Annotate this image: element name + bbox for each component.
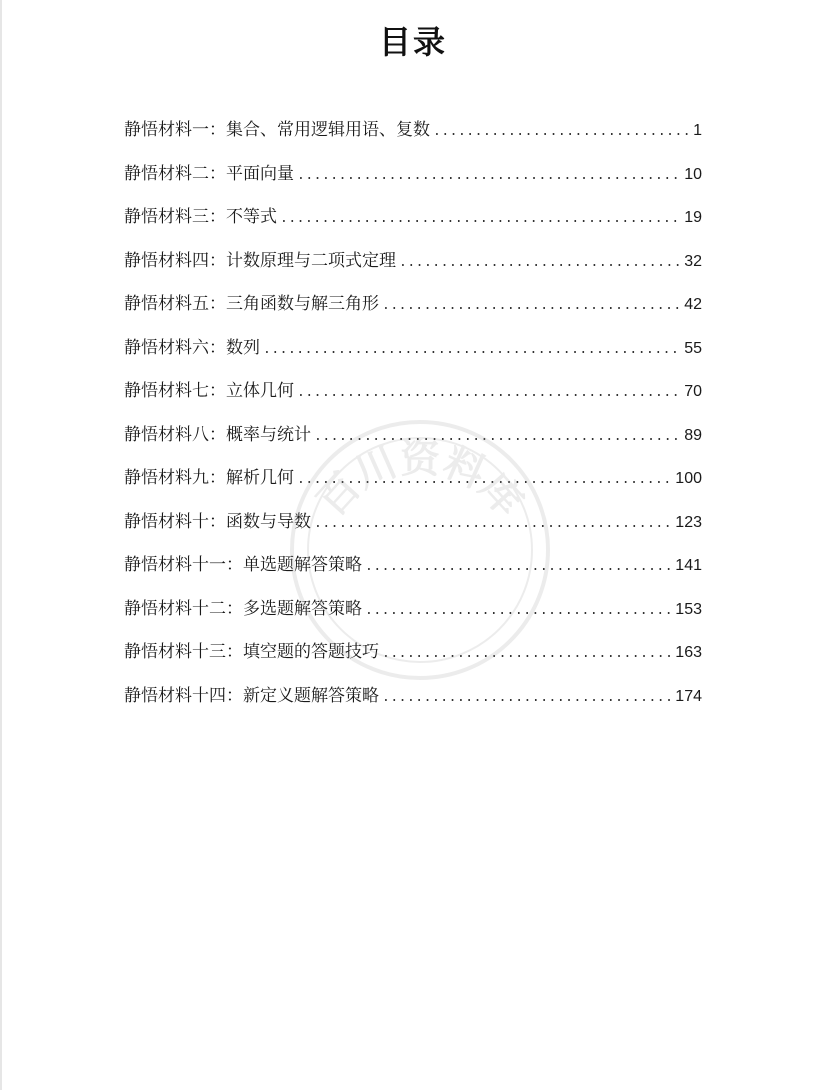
toc-dot-leader [314, 421, 681, 453]
toc-dot-leader [297, 377, 681, 409]
toc-page-number: 10 [684, 165, 702, 183]
toc-page-number: 141 [675, 557, 702, 574]
toc-entry-label: 静悟材料二：平面向量 [124, 163, 294, 184]
toc-dot-leader [263, 334, 681, 366]
toc-entry-label: 静悟材料八：概率与统计 [124, 424, 311, 445]
toc-entry-label: 静悟材料四：计数原理与二项式定理 [124, 250, 396, 271]
toc-entry-6[interactable] [124, 332, 702, 376]
toc-dot-leader [382, 682, 672, 714]
toc-page-number: 174 [675, 687, 702, 705]
toc-page-number: 163 [675, 644, 702, 661]
page-title: 目录 [378, 23, 447, 61]
toc-entry-12[interactable] [124, 593, 702, 637]
toc-entry-label: 静悟材料十四：新定义题解答策略 [124, 685, 379, 706]
toc-entry-label: 静悟材料五：三角函数与解三角形 [124, 294, 379, 314]
toc-entry-9[interactable] [124, 462, 702, 506]
toc-entry-label: 静悟材料七：立体几何 [124, 381, 294, 401]
toc-entry-label: 静悟材料九：解析几何 [124, 468, 294, 488]
toc-dot-leader [433, 116, 690, 148]
toc-page-number: 100 [675, 470, 702, 487]
toc-page-number: 55 [684, 339, 702, 357]
toc-page-number: 89 [684, 426, 702, 444]
toc-page-number: 1 [693, 122, 702, 139]
watermark-text: 百川资料库 [308, 436, 532, 526]
toc-entry-label: 静悟材料三：不等式 [124, 207, 277, 227]
toc-page-number: 123 [675, 513, 702, 531]
toc-page-number: 153 [675, 600, 702, 618]
toc-dot-leader [382, 290, 681, 322]
toc-dot-leader [365, 595, 672, 627]
toc-entry-11[interactable] [124, 549, 702, 593]
toc-entry-label: 静悟材料一：集合、常用逻辑用语、复数 [124, 120, 430, 140]
toc-dot-leader [280, 203, 681, 235]
toc-entry-5[interactable] [124, 288, 702, 332]
toc-page-number: 70 [684, 383, 702, 400]
toc-entry-13[interactable] [124, 636, 702, 680]
toc-dot-leader [314, 508, 672, 540]
toc-entry-10[interactable] [124, 506, 702, 550]
table-of-contents [124, 114, 702, 723]
toc-page-number: 42 [684, 296, 702, 313]
toc-page-number: 19 [684, 209, 702, 226]
toc-dot-leader [365, 551, 672, 583]
toc-dot-leader [297, 464, 672, 496]
toc-entry-4[interactable] [124, 245, 702, 289]
toc-entry-8[interactable] [124, 419, 702, 463]
toc-entry-3[interactable] [124, 201, 702, 245]
toc-dot-leader [399, 247, 681, 279]
toc-dot-leader [382, 638, 672, 670]
toc-entry-label: 静悟材料十三：填空题的答题技巧 [124, 642, 379, 662]
toc-entry-14[interactable] [124, 680, 702, 724]
toc-entry-1[interactable] [124, 114, 702, 158]
page-left-edge [0, 0, 2, 1090]
toc-entry-label: 静悟材料十二：多选题解答策略 [124, 598, 362, 619]
toc-entry-7[interactable] [124, 375, 702, 419]
toc-entry-2[interactable] [124, 158, 702, 202]
toc-page-number: 32 [684, 252, 702, 270]
toc-entry-label: 静悟材料六：数列 [124, 337, 260, 358]
toc-entry-label: 静悟材料十一：单选题解答策略 [124, 555, 362, 575]
toc-entry-label: 静悟材料十：函数与导数 [124, 511, 311, 532]
toc-dot-leader [297, 160, 681, 192]
